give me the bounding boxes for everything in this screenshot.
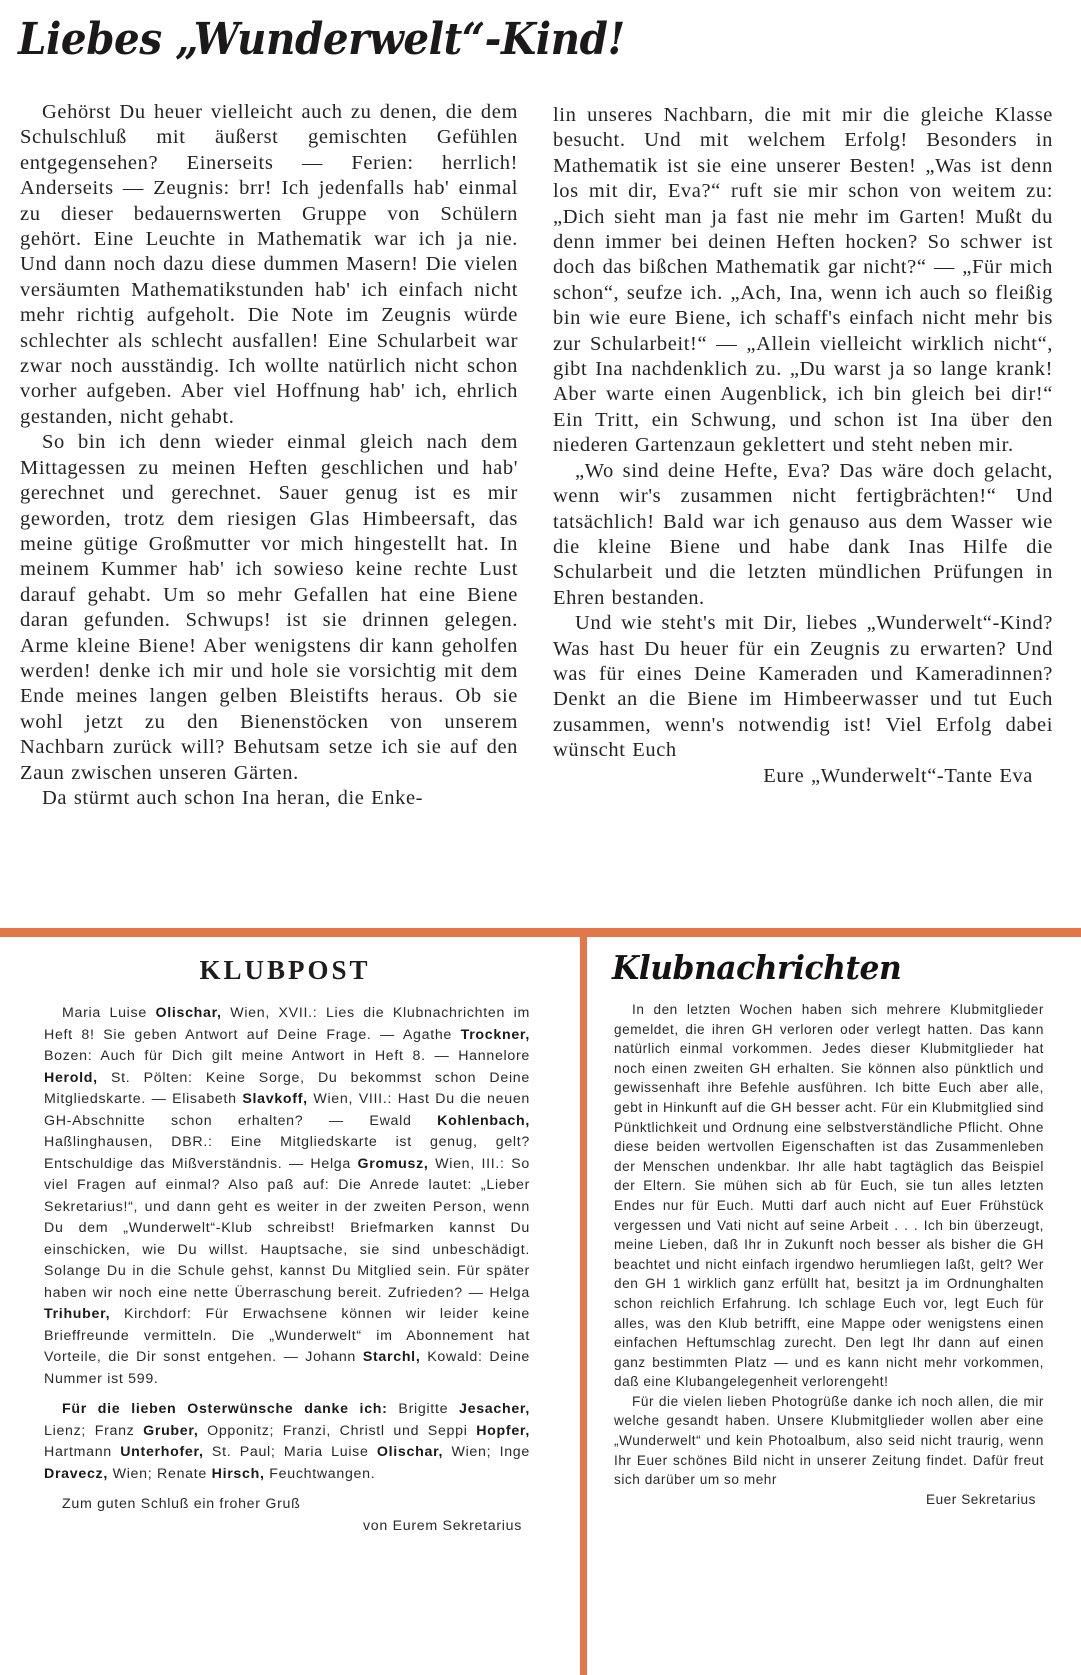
klubpost-closing: Zum guten Schluß ein froher Gruß: [62, 1496, 301, 1512]
klubnachrichten-paragraph: Für die vielen lieben Photogrüße danke ich noch allen, die mir welche gesandt haben. Unsere Klubmitglieder wollen aber eine „Wunderwelt“ und kein Photoalbum, also seid nicht traurig, wenn Ihr Euer schönes Bild nicht in unserer Zeitung findet. Dafür freut sich darüber um so mehr: [614, 1393, 1044, 1488]
letter-signature: Eure „Wunderwelt“-Tante Eva: [763, 764, 1033, 787]
member-name: Kohlenbach,: [437, 1112, 530, 1129]
member-name: Trockner,: [460, 1026, 530, 1043]
letter-paragraph: „Wo sind deine Hefte, Eva? Das wäre doch gelacht, wenn wir's zusammen nicht fertigbrächten!“ Und tatsächlich! Bald war ich genauso aus dem Wasser wie die kleine Biene und habe dank Inas Hilfe die Schularbeit und die letzten mündlichen Prüfungen in Ehren bestanden.: [553, 459, 1053, 609]
letter-right-column: [553, 103, 1053, 789]
member-name: Starchl,: [362, 1349, 421, 1365]
klubpost-title: KLUBPOST: [199, 955, 371, 985]
reply-entry: Agathe Trockner, Bozen: Auch für Dich gilt meine Antwort in Heft 8. —: [44, 1026, 530, 1064]
letter-paragraph: Da stürmt auch schon Ina heran, die Enke-: [42, 786, 424, 809]
klubnachrichten-body: [614, 1000, 1044, 1509]
reply-entry: Johann Starchl, Kowald: Deine Nummer ist 599.: [44, 1349, 530, 1387]
klubpost-body: [44, 1003, 530, 1537]
reply-entry: Ewald Kohlenbach, Haßlinghausen, DBR.: Eine Mitgliedskarte ist genug, gelt? Entschuldige das Mißverständnis. —: [44, 1112, 530, 1172]
section-divider-vertical: [580, 930, 587, 1675]
klubpost-replies: [44, 1003, 530, 1390]
reply-entry: Maria Luise Olischar, Wien, XVII.: Lies die Klubnachrichten im Heft 8! Sie geben Antwort auf Deine Frage. —: [44, 1005, 530, 1043]
klubpost-signature: von Eurem Sekretarius: [363, 1517, 522, 1534]
letter-paragraph: Und wie steht's mit Dir, liebes „Wunderwelt“-Kind? Was hast Du heuer für ein Zeugnis zu erwarten? Und was für eines Deine Kameraden und Kameradinnen? Denkt an die Biene im Himbeerwasser und tut Euch zusammen, wenn's notwendig ist! Viel Erfolg dabei wünscht Euch: [553, 612, 1053, 762]
reply-entry: Helga Gromusz, Wien, III.: So viel Fragen auf einmal? Also paß auf: Die Anrede lautet: „Lieber Sekretarius!“, und dann geht es weiter in der zweiten Person, wenn Du dem „Wunderwelt“-Klub schreibst! Briefmarken kannst Du einschicken, wie Du willst. Hauptsache, sie sind unbeschädigt. Solange Du in die Schule gehst, kannst Du Mitglied sein. Für später haben wir noch eine nette Überraschung bereit. Zufrieden? —: [44, 1155, 531, 1301]
klubnachrichten-paragraph: In den letzten Wochen haben sich mehrere Klubmitglieder gemeldet, die ihren GH verloren oder verlegt hatten. Das kann natürlich einmal vorkommen. Jedes dieser Klubmitglieder hat noch einen zweiten GH erhalten. Sie können also pünktlich und gewissenhaft ihre Befehle ausführen. Ich bitte Euch aber alle, gebt in Hinkunft auf die GH besser acht. Für ein Klubmitglied sind Pünktlichkeit und Ordnung eine selbstverständliche Pflicht. Ohne diese beiden wertvollen Eigenschaften ist das Zusammenleben der Menschen undenkbar. Ihr alle habt tagtäglich das Beispiel der Eltern. Sie mühen sich ab für Euch, sie tun alles letzten Endes nur für Euch. Mutti darf auch nicht auf Euer Frühstück vergessen und Vati nicht auf seine Arbeit . . . Ich bin überzeugt, meine Lieben, daß Ihr in Zukunft noch besser als bisher die GH beachtet und nicht einfach irgendwo herumliegen laßt, gelt? Wer den GH 1 wirklich ganz erfüllt hat, besitzt ja im Ordnunghalten schon reichlich Erfahrung. Ich schlage Euch vor, legt Euch für alles, was den Klub betrifft, eine Mappe oder wenigstens einen einfachen Heftumschlag zurecht. Den legt Ihr dann auf einen ganz bestimmten Platz — und es kann nicht mehr vorkommen, daß eine Klubangelegenheit verlorengeht!: [614, 1002, 1044, 1390]
member-name: Trihuber,: [44, 1306, 111, 1322]
letter-paragraph: lin unseres Nachbarn, die mit mir die gleiche Klasse besucht. Und mit welchem Erfolg! Besonders in Mathematik ist sie eine unserer Besten! „Was ist denn los mit dir, Eva?“ ruft sie mir schon von weitem zu: „Dich sieht man ja fast nie mehr im Garten! Mußt du denn immer bei deinen Heften hocken? So schwer ist doch das bißchen Mathematik gar nicht?“ — „Für mich schon“, seufze ich. „Ach, Ina, wenn ich auch so fleißig bin wie eure Biene, ich schaff's einfach nicht mehr bis zur Schularbeit!“ — „Allein vielleicht wirklich nicht“, gibt Ina nachdenklich zu. „Du warst ja so lange krank! Aber warte einen Augenblick, ich bin gleich bei dir!“ Ein Tritt, ein Schwung, und schon ist Ina über den niederen Gartenzaun geklettert und steht neben mir.: [553, 104, 1053, 457]
reply-entry: Helga Trihuber, Kirchdorf: Für Erwachsene können wir leider keine Brieffreunde vermitteln. Die „Wunderwelt“ im Abonnement hat Vorteile, die Dir sonst entgehen. —: [44, 1284, 530, 1365]
member-name: Olischar,: [155, 1005, 222, 1021]
klubnachrichten-title: Klubnachrichten: [612, 948, 902, 987]
section-divider-horizontal: [0, 928, 1081, 937]
letter-paragraph: Gehörst Du heuer vielleicht auch zu denen, die dem Schulschluß mit äußerst gemischten Gefühlen entgegensehen? Einerseits — Ferien: herrlich! Anderseits — Zeugnis: brr! Ich jedenfalls hab' einmal zu dieser bedauernswerten Gruppe von Schülern gehört. Eine Leuchte in Mathematik war ich ja nie. Und dann noch dazu diese dummen Masern! Die vielen versäumten Mathematikstunden hab' ich einfach nicht mehr richtig aufgeholt. Die Note im Zeugnis würde schlechter als schlecht ausfallen! Eine Schularbeit war zwar noch ausständig. Ich wollte natürlich nicht schon vorher aufgeben. Aber viel Hoffnung hab' ich, ehrlich gestanden, nicht gehabt.: [20, 101, 518, 428]
reply-entry: Hannelore Herold, St. Pölten: Keine Sorge, Du bekommst schon Deine Mitgliedskarte. —: [44, 1048, 530, 1107]
member-name: Slavkoff,: [242, 1091, 308, 1107]
member-name: Herold,: [44, 1069, 98, 1086]
letter-title: Liebes „Wunderwelt“-Kind!: [18, 14, 625, 65]
reply-entry: Elisabeth Slavkoff, Wien, VIII.: Hast Du die neuen GH-Abschnitte schon erhalten? —: [44, 1091, 530, 1129]
letter-paragraph: So bin ich denn wieder einmal gleich nach dem Mittagessen zu meinen Heften geschlichen und hab' gerechnet und gerechnet. Sauer genug ist es mir geworden, trotz dem riesigen Glas Himbeersaft, das meine gütige Großmutter vor mich hingestellt hat. In meinem Kummer hab' ich sowieso keine rechte Lust darauf gehabt. Um so mehr Gefallen hat eine Biene daran gefunden. Schwups! ist sie drinnen gelegen. Arme kleine Biene! Aber wenigstens dir kann geholfen werden! denke ich mir und hole sie vorsichtig mit dem Ende meines langen gelben Bleistifts heraus. Ob sie wohl jetzt zu den Bienenstöcken von unserem Nachbarn zurück will? Behutsam setze ich sie auf den Zaun zwischen unseren Gärten.: [20, 431, 518, 784]
klubnachrichten-signature: Euer Sekretarius: [925, 1491, 1036, 1507]
letter-left-column: [20, 100, 518, 811]
klubpost-thanks: Für die lieben Osterwünsche danke ich: Brigitte Jesacher, Lienz; Franz Gruber, Opponitz; Franzi, Christl und Seppi Hopfer, Hartmann Unterhofer, St. Paul; Maria Luise Olischar, Wien; Inge Dravecz, Wien; Renate Hirsch, Feuchtwangen.: [44, 1401, 531, 1482]
member-name: Gromusz,: [357, 1155, 429, 1172]
thanks-lead: Für die lieben Osterwünsche danke ich:: [62, 1401, 388, 1417]
